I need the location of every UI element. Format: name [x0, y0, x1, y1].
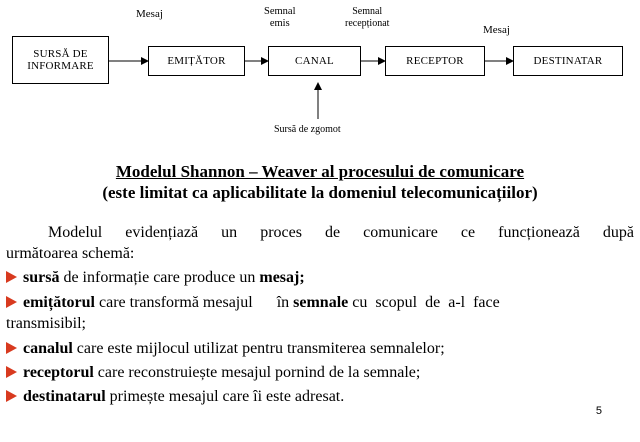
label-message-2: Mesaj	[483, 24, 510, 36]
bullet-source-term: sursă	[23, 269, 60, 286]
main-title-text: Modelul Shannon – Weaver al procesului de comunicare	[115, 162, 525, 181]
box-destination	[513, 46, 623, 76]
bullet-channel-term: canalul	[23, 340, 73, 357]
box-source-label: SURSĂ DE INFORMARE	[27, 48, 94, 72]
label-signal-emitted: Semnal emis	[264, 6, 296, 29]
triangle-bullet-icon	[6, 342, 17, 354]
box-channel	[268, 46, 361, 76]
bullet-channel	[6, 338, 634, 359]
bullet-source	[6, 267, 634, 288]
bullet-emitter-text2: cu scopul de a-l face	[348, 294, 500, 311]
box-receiver	[385, 46, 485, 76]
box-emitter-label: EMIȚĂTOR	[167, 55, 226, 67]
bullet-receiver-text: care reconstruiește mesajul pornind de la semnale;	[93, 364, 421, 381]
bullet-source-term2: mesaj;	[259, 269, 305, 286]
box-destination-label: DESTINATAR	[533, 55, 603, 67]
page-number: 5	[595, 405, 602, 417]
bullet-receiver-term: receptorul	[23, 364, 94, 381]
label-message-1: Mesaj	[136, 8, 163, 20]
intro-paragraph	[6, 222, 634, 264]
triangle-bullet-icon	[6, 271, 17, 283]
bullet-emitter-text1: care transformă mesajul în	[94, 294, 294, 311]
bullet-emitter	[6, 292, 634, 334]
intro-line-2: următoarea schemă:	[6, 245, 135, 262]
label-signal-received: Semnal recepționat	[345, 6, 390, 29]
bullet-emitter-term: emițătorul	[23, 294, 95, 311]
bullet-destination-term: destinatarul	[23, 388, 106, 405]
intro-line-1: Modelul evidențiază un proces de comunicare ce funcționează după	[48, 224, 634, 241]
bullet-emitter-line1	[6, 292, 634, 313]
box-source	[12, 36, 109, 84]
bullet-channel-text: care este mijlocul utilizat pentru transmiterea semnalelor;	[72, 340, 445, 357]
box-channel-label: CANAL	[295, 55, 334, 67]
box-emitter	[148, 46, 245, 76]
label-noise-source: Sursă de zgomot	[274, 124, 341, 135]
communication-diagram	[0, 0, 640, 142]
bullet-emitter-term2: semnale	[293, 294, 349, 311]
triangle-bullet-icon	[6, 390, 17, 402]
bullet-destination-text: primește mesajul care îi este adresat.	[105, 388, 345, 405]
subtitle: (este limitat ca aplicabilitate la domeniul telecomunicațiilor)	[102, 183, 538, 202]
bullet-emitter-continuation: transmisibil;	[6, 315, 86, 332]
box-receiver-label: RECEPTOR	[406, 55, 464, 67]
main-title	[0, 162, 640, 182]
triangle-bullet-icon	[6, 366, 17, 378]
bullet-destination	[6, 386, 634, 407]
bullet-receiver	[6, 362, 634, 383]
triangle-bullet-icon	[6, 296, 17, 308]
bullet-source-text: de informație care produce un	[59, 269, 260, 286]
